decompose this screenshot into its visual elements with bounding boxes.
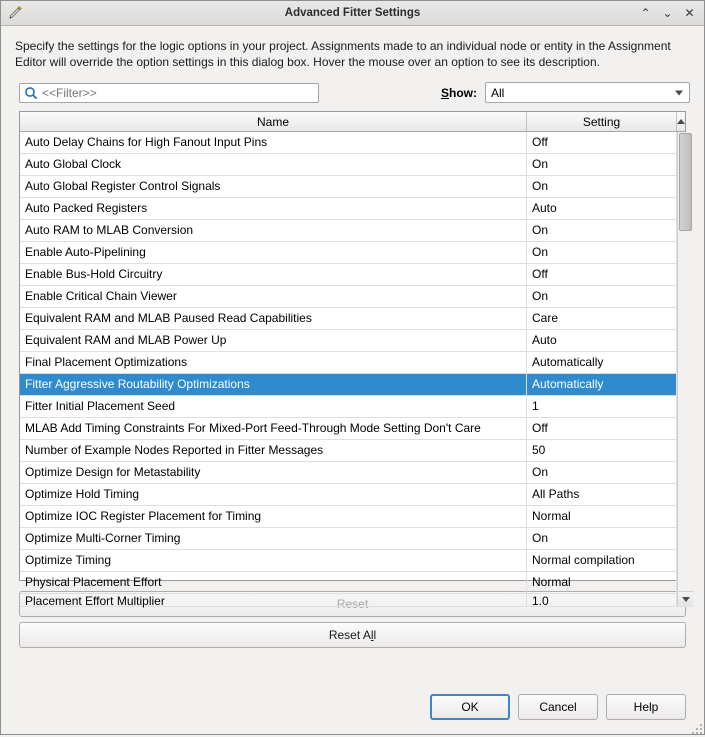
reset-all-label: Reset A [328, 628, 371, 642]
minimize-icon[interactable]: ⌃ [640, 6, 651, 20]
table-row[interactable] [20, 132, 677, 154]
cell-option-name: Auto Packed Registers [20, 198, 527, 219]
table-row[interactable] [20, 220, 677, 242]
cell-option-setting[interactable]: Off [527, 264, 677, 285]
cell-option-name: Auto Global Register Control Signals [20, 176, 527, 197]
table-row[interactable] [20, 594, 677, 607]
table-rows [20, 132, 677, 607]
cell-option-name: Optimize IOC Register Placement for Timing [20, 506, 527, 527]
cell-option-name: Optimize Hold Timing [20, 484, 527, 505]
reset-all-label-post: l [373, 628, 377, 642]
vertical-scrollbar[interactable] [677, 132, 693, 607]
window-titlebar[interactable] [1, 1, 704, 26]
dialog-footer [1, 694, 704, 734]
cell-option-name: Equivalent RAM and MLAB Paused Read Capabilities [20, 308, 527, 329]
cell-option-name: Enable Bus-Hold Circuitry [20, 264, 527, 285]
cell-option-setting[interactable]: Normal [527, 572, 677, 593]
filter-input[interactable] [42, 86, 314, 100]
cell-option-setting[interactable]: On [527, 286, 677, 307]
maximize-icon[interactable]: ⌄ [662, 6, 673, 20]
table-row[interactable] [20, 374, 677, 396]
column-header-name[interactable]: Name [20, 112, 527, 131]
cell-option-name: Optimize Design for Metastability [20, 462, 527, 483]
cell-option-setting[interactable]: Off [527, 418, 677, 439]
ok-button[interactable]: OK [430, 694, 510, 720]
cell-option-setting[interactable]: Automatically [527, 352, 677, 373]
cell-option-setting[interactable]: 50 [527, 440, 677, 461]
cell-option-setting[interactable]: Auto [527, 330, 677, 351]
show-combobox-value: All [491, 85, 505, 100]
table-row[interactable] [20, 462, 677, 484]
cell-option-name: Fitter Initial Placement Seed [20, 396, 527, 417]
cell-option-setting[interactable]: Auto [527, 198, 677, 219]
cell-option-setting[interactable]: On [527, 176, 677, 197]
window-title: Advanced Fitter Settings [284, 7, 421, 19]
cell-option-name: Physical Placement Effort [20, 572, 527, 593]
cell-option-setting[interactable]: On [527, 154, 677, 175]
column-header-setting[interactable]: Setting [527, 112, 677, 131]
cell-option-name: Auto Delay Chains for High Fanout Input Pins [20, 132, 527, 153]
cell-option-name: Optimize Timing [20, 550, 527, 571]
show-combobox[interactable] [485, 82, 690, 103]
table-row[interactable] [20, 308, 677, 330]
table-row[interactable] [20, 528, 677, 550]
cell-option-setting[interactable]: Normal [527, 506, 677, 527]
cell-option-setting[interactable]: Care [527, 308, 677, 329]
table-row[interactable] [20, 572, 677, 594]
table-row[interactable] [20, 484, 677, 506]
cell-option-setting[interactable]: On [527, 528, 677, 549]
cell-option-name: Fitter Aggressive Routability Optimizations [20, 374, 527, 395]
cell-option-setting[interactable]: Automatically [527, 374, 677, 395]
search-icon [24, 86, 38, 100]
table-row[interactable] [20, 506, 677, 528]
cell-option-setting[interactable]: Normal compilation [527, 550, 677, 571]
table-row[interactable] [20, 550, 677, 572]
scroll-down-button[interactable] [678, 591, 693, 607]
show-label: Show: [440, 85, 477, 100]
table-row[interactable] [20, 352, 677, 374]
cell-option-setting[interactable]: 1.0 [527, 594, 677, 606]
close-icon[interactable]: ✕ [684, 6, 695, 20]
cell-option-name: Enable Critical Chain Viewer [20, 286, 527, 307]
cell-option-name: Auto Global Clock [20, 154, 527, 175]
cell-option-setting[interactable]: Off [527, 132, 677, 153]
pencil-icon [7, 5, 23, 21]
help-button[interactable]: Help [606, 694, 686, 720]
cell-option-setting[interactable]: On [527, 242, 677, 263]
cell-option-name: Number of Example Nodes Reported in Fitter Messages [20, 440, 527, 461]
filter-box[interactable] [19, 83, 319, 103]
table-row[interactable] [20, 330, 677, 352]
cell-option-name: Equivalent RAM and MLAB Power Up [20, 330, 527, 351]
scroll-up-button[interactable] [677, 112, 685, 131]
table-row[interactable] [20, 242, 677, 264]
table-row[interactable] [20, 264, 677, 286]
cell-option-name: Optimize Multi-Corner Timing [20, 528, 527, 549]
table-row[interactable] [20, 176, 677, 198]
table-row[interactable] [20, 418, 677, 440]
reset-all-button[interactable] [19, 622, 686, 648]
table-row[interactable] [20, 286, 677, 308]
resize-grip[interactable] [691, 723, 703, 735]
reset-all-accel: l [370, 628, 374, 642]
cell-option-setting[interactable]: On [527, 220, 677, 241]
cell-option-name: Auto RAM to MLAB Conversion [20, 220, 527, 241]
cell-option-setting[interactable]: On [527, 462, 677, 483]
cell-option-name: Final Placement Optimizations [20, 352, 527, 373]
table-body [20, 132, 685, 607]
filter-row [1, 76, 704, 111]
window-controls [639, 7, 700, 20]
cell-option-setting[interactable]: All Paths [527, 484, 677, 505]
cell-option-setting[interactable]: 1 [527, 396, 677, 417]
table-row[interactable] [20, 154, 677, 176]
scrollbar-thumb[interactable] [679, 133, 692, 231]
reset-button[interactable]: Reset [19, 591, 686, 617]
cell-option-name: Enable Auto-Pipelining [20, 242, 527, 263]
cell-option-name: MLAB Add Timing Constraints For Mixed-Port Feed-Through Mode Setting Don't Care [20, 418, 527, 439]
table-header-row [20, 112, 685, 132]
cell-option-name: Placement Effort Multiplier [20, 594, 527, 606]
dialog-description: Specify the settings for the logic options in your project. Assignments made to an individual node or entity in the Assignment Editor will override the option settings in this dialog box. Hover the mouse over an option to see its description. [15, 39, 671, 69]
chevron-down-icon [675, 90, 683, 95]
table-row[interactable] [20, 440, 677, 462]
table-row[interactable] [20, 198, 677, 220]
cancel-button[interactable]: Cancel [518, 694, 598, 720]
table-row[interactable] [20, 396, 677, 418]
